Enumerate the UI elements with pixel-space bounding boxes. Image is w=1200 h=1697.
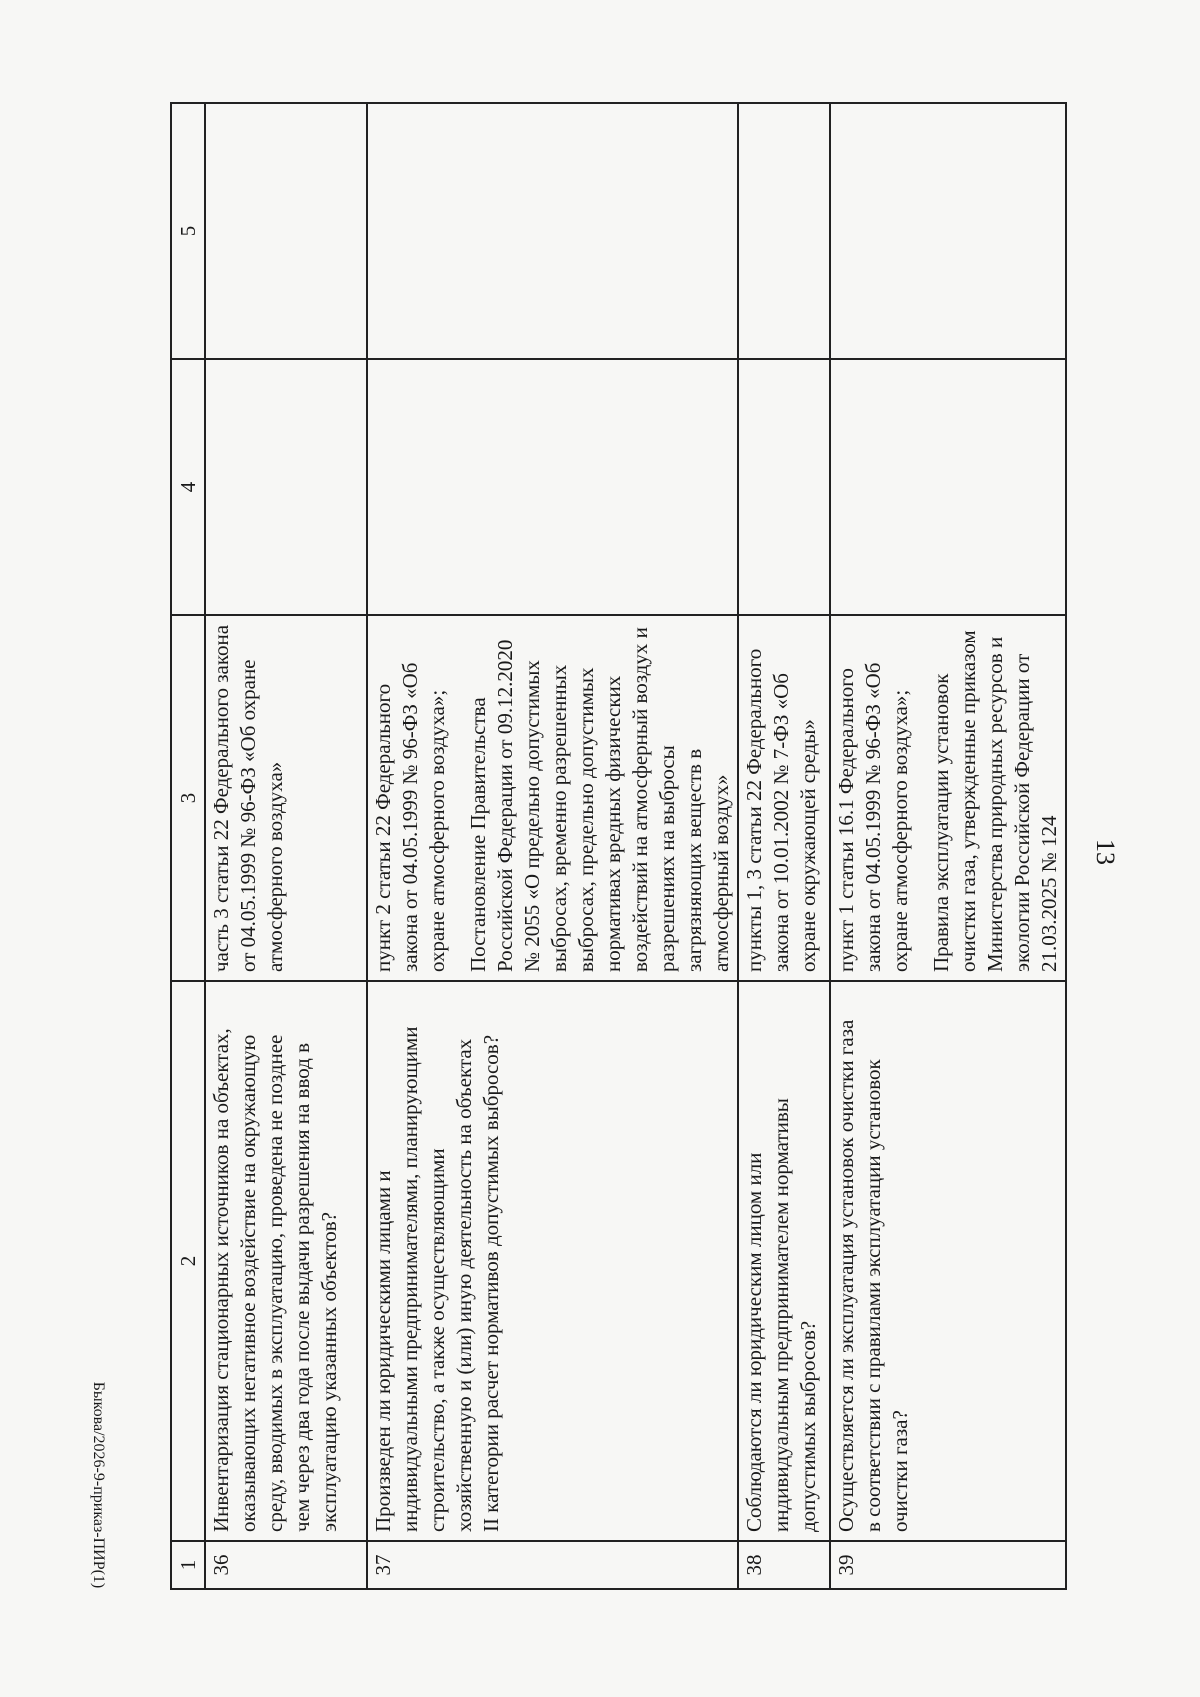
table-row xyxy=(830,103,1066,1589)
row-number: 36 xyxy=(205,1541,367,1589)
reference-text: пункт 1 статьи 16.1 Федерального закона от 04.05.1999 № 96-ФЗ «Об охране атмосферного воздуха»; xyxy=(834,662,912,972)
column-4-cell xyxy=(367,359,738,615)
column-header: 3 xyxy=(171,615,205,981)
reference-text-secondary: Постановление Правительства Российской Федерации от 09.12.2020 № 2055 «О предельно допустимых выбросах, временно разрешенных выбросах, предельно допустимых нормативах вредных физических воздействий на атмосферный воздух и разрешениях на выбросы загрязняющих веществ в атмосферный воздух» xyxy=(466,627,733,972)
column-header: 2 xyxy=(171,981,205,1541)
page-number: 13 xyxy=(1091,839,1120,865)
column-4-cell xyxy=(738,359,830,615)
reference-text: пункт 2 статьи 22 Федерального закона от 04.05.1999 № 96-ФЗ «Об охране атмосферного воздуха»; xyxy=(371,662,449,972)
document-footer: Быкова/2026-9-приказ-ПИР(1) xyxy=(90,1381,107,1589)
reference-text-secondary: Правила эксплуатации установок очистки газа, утвержденные приказом Министерства природных ресурсов и экологии Российской Федерации от 21.03.2025 № 124 xyxy=(929,630,1061,972)
requirements-table xyxy=(170,102,1067,1590)
reference-cell xyxy=(205,615,367,981)
question-cell: Осуществляется ли эксплуатация установок очистки газа в соответствии с правилами эксплуатации установок очистки газа? xyxy=(830,981,1066,1541)
column-5-cell xyxy=(205,103,367,359)
column-5-cell xyxy=(367,103,738,359)
reference-text: часть 3 статьи 22 Федерального закона от 04.05.1999 № 96-ФЗ «Об охране атмосферного воздуха» xyxy=(209,624,287,972)
column-4-cell xyxy=(205,359,367,615)
reference-text: пункты 1, 3 статьи 22 Федерального закона от 10.01.2002 № 7-ФЗ «Об охране окружающей среды» xyxy=(742,648,820,972)
reference-cell xyxy=(367,615,738,981)
table-row xyxy=(738,103,830,1589)
header-row xyxy=(171,103,205,1589)
reference-cell xyxy=(738,615,830,981)
question-cell: Соблюдаются ли юридическим лицом или индивидуальным предпринимателем нормативы допустимых выбросов? xyxy=(738,981,830,1541)
reference-cell xyxy=(830,615,1066,981)
column-header: 4 xyxy=(171,359,205,615)
question-cell: Произведен ли юридическими лицами и индивидуальными предпринимателями, планирующими строительство, а также осуществляющими хозяйственную и (или) иную деятельность на объектах II категории расчет нормативов допустимых выбросов? xyxy=(367,981,738,1541)
row-number: 37 xyxy=(367,1541,738,1589)
row-number: 38 xyxy=(738,1541,830,1589)
column-header: 5 xyxy=(171,103,205,359)
column-5-cell xyxy=(738,103,830,359)
column-5-cell xyxy=(830,103,1066,359)
question-cell: Инвентаризация стационарных источников на объектах, оказывающих негативное воздействие на окружающую среду, вводимых в эксплуатацию, проведена не позднее чем через два года после выдачи разрешения на ввод в эксплуатацию указанных объектов? xyxy=(205,981,367,1541)
column-4-cell xyxy=(830,359,1066,615)
rotated-table-wrapper xyxy=(170,104,1061,1590)
table-row xyxy=(367,103,738,1589)
row-number: 39 xyxy=(830,1541,1066,1589)
reference-spacer xyxy=(914,624,928,972)
reference-spacer xyxy=(451,624,465,972)
column-header: 1 xyxy=(171,1541,205,1589)
table-row xyxy=(205,103,367,1589)
